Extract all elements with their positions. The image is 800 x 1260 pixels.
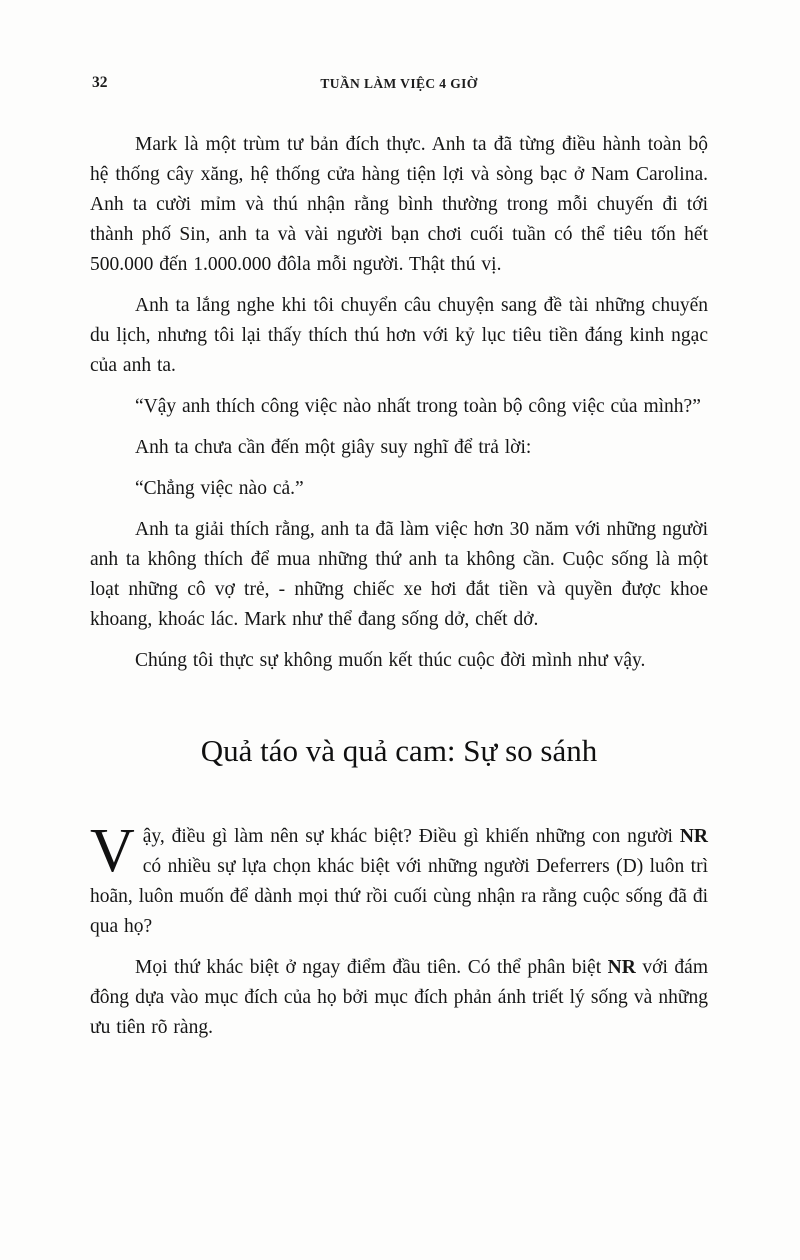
page-header — [90, 76, 708, 92]
paragraph-text-segment: với đám đông dựa vào mục đích của họ bởi mục đích phản ánh triết lý sống và những ưu tiên rõ ràng. — [90, 957, 708, 1038]
paragraph-question-quote: “Vậy anh thích công việc nào nhất trong toàn bộ công việc của mình?” — [135, 396, 701, 417]
section-heading: Quả táo và quả cam: Sự so sánh — [200, 733, 598, 768]
paragraph-distinction — [90, 953, 708, 1043]
paragraph-answer-quote: “Chẳng việc nào cả.” — [135, 478, 304, 499]
paragraph-conclusion: Chúng tôi thực sự không muốn kết thúc cuộc đời mình như vậy. — [135, 650, 646, 671]
paragraph-dropcap — [90, 817, 708, 942]
paragraph-no-hesitation: Anh ta chưa cần đến một giây suy nghĩ để trả lời: — [135, 437, 532, 458]
dropcap-letter: V — [90, 817, 135, 885]
nr-bold-label: NR — [679, 826, 708, 847]
page-body — [90, 130, 708, 1043]
paragraph-text-segment: có nhiều sự lựa chọn khác biệt với những người Deferrers (D) luôn trì hoãn, luôn muốn để dành mọi thứ rồi cuối cùng nhận ra rằng cuộc sống đã đi qua họ? — [90, 856, 708, 937]
nr-bold-label: NR — [607, 957, 636, 978]
paragraph-explanation: Anh ta giải thích rằng, anh ta đã làm việc hơn 30 năm với những người anh ta không thích để mua những thứ anh ta không cần. Cuộc sống là một loạt những cô vợ trẻ, - những chiếc xe hơi đắt tiền và quyền được khoe khoang, khoác lác. Mark như thể đang sống dở, chết dở. — [90, 519, 708, 630]
paragraph-listening: Anh ta lắng nghe khi tôi chuyển câu chuyện sang đề tài những chuyến du lịch, nhưng tôi lại thấy thích thú hơn với kỷ lục tiêu tiền đáng kinh ngạc của anh ta. — [90, 295, 708, 376]
page-number: 32 — [92, 74, 108, 91]
paragraph-text-segment: ậy, điều gì làm nên sự khác biệt? Điều gì khiến những con người — [142, 826, 680, 847]
paragraph-mark-intro: Mark là một trùm tư bản đích thực. Anh ta đã từng điều hành toàn bộ hệ thống cây xăng, hệ thống cửa hàng tiện lợi và sòng bạc ở Nam Carolina. Anh ta cười mỉm và thú nhận rằng bình thường trong mỗi chuyến đi tới thành phố Sin, anh ta và vài người bạn chơi cuối tuần có thể tiêu tốn hết 500.000 đến 1.000.000 đôla mỗi người. Thật thú vị. — [90, 134, 708, 275]
running-title: TUẦN LÀM VIỆC 4 GIỜ — [320, 76, 478, 91]
paragraph-text-segment: Mọi thứ khác biệt ở ngay điểm đầu tiên. Có thể phân biệt — [135, 957, 608, 978]
